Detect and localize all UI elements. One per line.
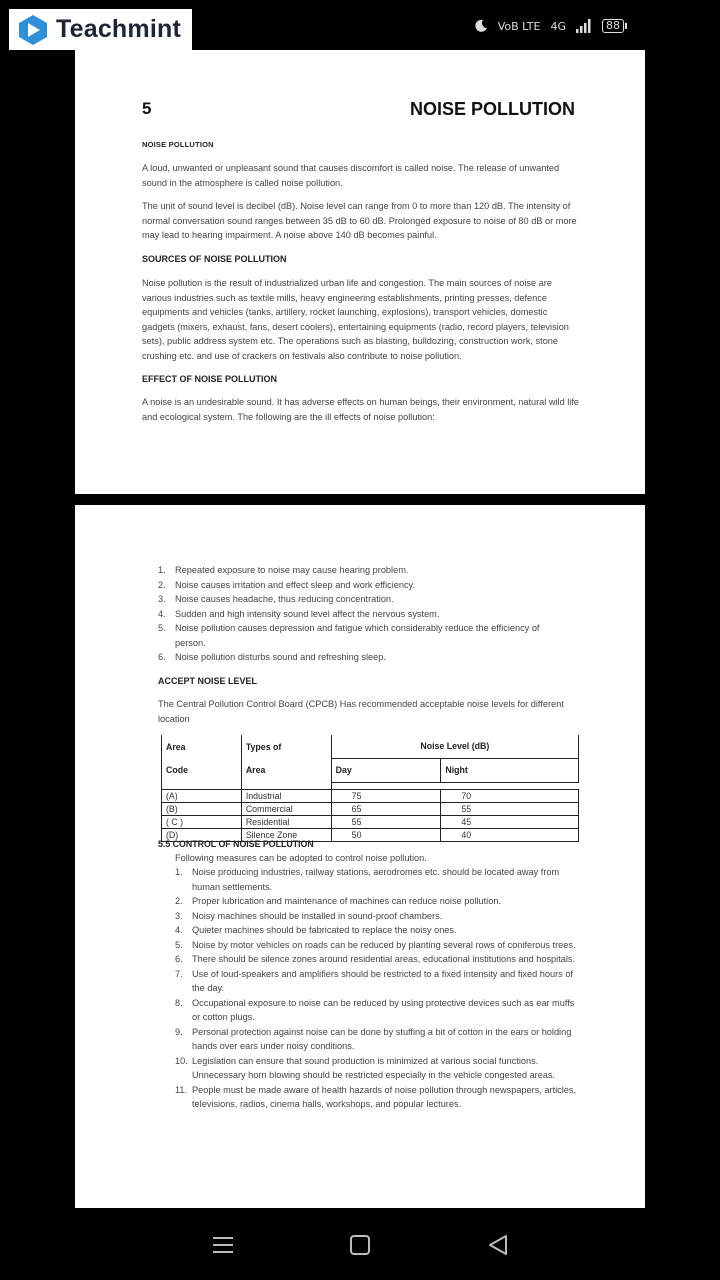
list-item: 9. Personal protection against noise can be done by stuffing a bit of cotton in the ears or holding hands over ears under noisy conditions.	[175, 1026, 572, 1051]
list-item: 8. Occupational exposure to noise can be reduced by using protective devices such as ear muffs or cotton plugs.	[175, 997, 575, 1022]
menu-icon[interactable]	[211, 1234, 235, 1256]
para-definition: A loud, unwanted or unpleasant sound that causes discomfort is called noise. The release of unwanted sound in the atmosphere is called noise pollution.	[142, 163, 560, 188]
teachmint-watermark	[9, 9, 192, 50]
list-item: 10. Legislation can ensure that sound production is minimized at various social functions. Unnecessary horn blowing should be restricted especially in the vehicle congested areas.	[175, 1055, 556, 1080]
para-unit: The unit of sound level is decibel (dB). Noise level can range from 0 to more than 120 dB. The intensity of normal conversation sound ranges between 35 dB to 60 dB. Prolonged exposure to noise of 80 dB or more may lead to hearing impairment. A noise above 140 dB becomes painful.	[142, 201, 577, 240]
status-icons	[474, 15, 624, 37]
header-day: Day	[331, 759, 441, 783]
header-area2: Area	[241, 759, 331, 783]
teachmint-logo-icon	[17, 14, 49, 46]
status-bar	[0, 0, 720, 50]
list-item: 5. Noise pollution causes depression and fatigue which considerably reduce the efficiency of person.	[158, 623, 540, 648]
brand-name: Teachmint	[56, 15, 181, 43]
list-item: 2. Noise causes irritation and effect sleep and work efficiency.	[158, 579, 416, 590]
list-item: 3. Noise causes headache, thus reducing concentration.	[158, 594, 394, 604]
chapter-number: 5	[142, 99, 152, 118]
sources-heading: SOURCES OF NOISE POLLUTION	[142, 254, 287, 264]
section-label: NOISE POLLUTION	[142, 140, 214, 149]
list-item: 6. Noise pollution disturbs sound and refreshing sleep.	[158, 652, 386, 662]
network-type: 4G	[550, 19, 566, 33]
list-item: 11. People must be made aware of health hazards of noise pollution through newspapers, articles, televisions, radios, cinema halls, workshops, and popular lectures.	[175, 1084, 577, 1109]
moon-icon	[474, 19, 488, 33]
list-item: 3. Noisy machines should be installed in sound-proof chambers.	[175, 910, 443, 921]
control-list	[175, 865, 580, 1112]
table-row: ( C ) Residential 55 45	[162, 816, 579, 829]
table-row: (B) Commercial 65 55	[162, 803, 579, 816]
effect-heading: EFFECT OF NOISE POLLUTION	[142, 374, 277, 384]
accept-text: The Central Pollution Control Board (CPCB) Has recommended acceptable noise levels for different location	[158, 699, 564, 724]
header-area: Area	[162, 735, 242, 759]
document-page-1	[75, 50, 645, 494]
effect-text: A noise is an undesirable sound. It has adverse effects on human beings, their environment, natural wild life and ecological system. The following are the ill effects of noise pollution:	[142, 397, 580, 422]
list-item: 2. Proper lubrication and maintenance of machines can reduce noise pollution.	[175, 896, 501, 906]
signal-icon	[576, 19, 592, 33]
noise-level-table	[161, 735, 579, 842]
network-label: VoB LTE	[497, 19, 541, 33]
control-heading: 5.5 CONTROL OF NOISE POLLUTION	[158, 839, 314, 849]
accept-heading: ACCEPT NOISE LEVEL	[158, 676, 258, 686]
list-item: 1. Repeated exposure to noise may cause hearing problem.	[158, 565, 409, 575]
list-item: 1. Noise producing industries, railway stations, aerodromes etc. should be located away from human settlements.	[175, 867, 560, 892]
list-item: 6. There should be silence zones around residential areas, educational institutions and hospitals.	[175, 954, 576, 964]
control-intro: Following measures can be adopted to control noise pollution.	[175, 853, 427, 863]
document-page-2	[75, 505, 645, 1208]
header-night: Night	[441, 759, 579, 783]
header-types: Types of	[241, 735, 331, 759]
battery-icon: 88	[602, 19, 624, 33]
effects-list	[158, 563, 568, 665]
header-noise-level: Noise Level (dB)	[331, 735, 578, 759]
home-icon[interactable]	[348, 1234, 372, 1256]
header-code: Code	[162, 759, 242, 783]
list-item: 7. Use of loud-speakers and amplifiers should be restricted to a fixed intensity and fixed hours of the day.	[175, 968, 573, 993]
table-row: (D) Silence Zone 50 40	[162, 829, 579, 842]
list-item: 4. Quieter machines should be fabricated to replace the noisy ones.	[175, 925, 457, 935]
chapter-title: NOISE POLLUTION	[409, 99, 575, 119]
list-item: 4. Sudden and high intensity sound level affect the nervous system.	[158, 608, 440, 619]
back-icon[interactable]	[486, 1234, 510, 1256]
table-row: (A) Industrial 75 70	[162, 790, 579, 803]
list-item: 5. Noise by motor vehicles on roads can be reduced by planting several rows of coniferous trees.	[175, 939, 576, 950]
sources-text: Noise pollution is the result of industrialized urban life and congestion. The main sources of noise are various industries such as textile mills, heavy engineering establishments, printing presses, defence equipments and vehicles (tanks, artillery, rocket launching, explosions), transport vehicles, domestic gadgets (mixers, exhaust, fans, desert coolers), entertaining equipments (radio, record players, television sets), public address system etc. The operations such as blasting, bulldozing, construction work, stone crushing etc. and use of crackers on festivals also contribute to noise pollution.	[142, 278, 569, 361]
